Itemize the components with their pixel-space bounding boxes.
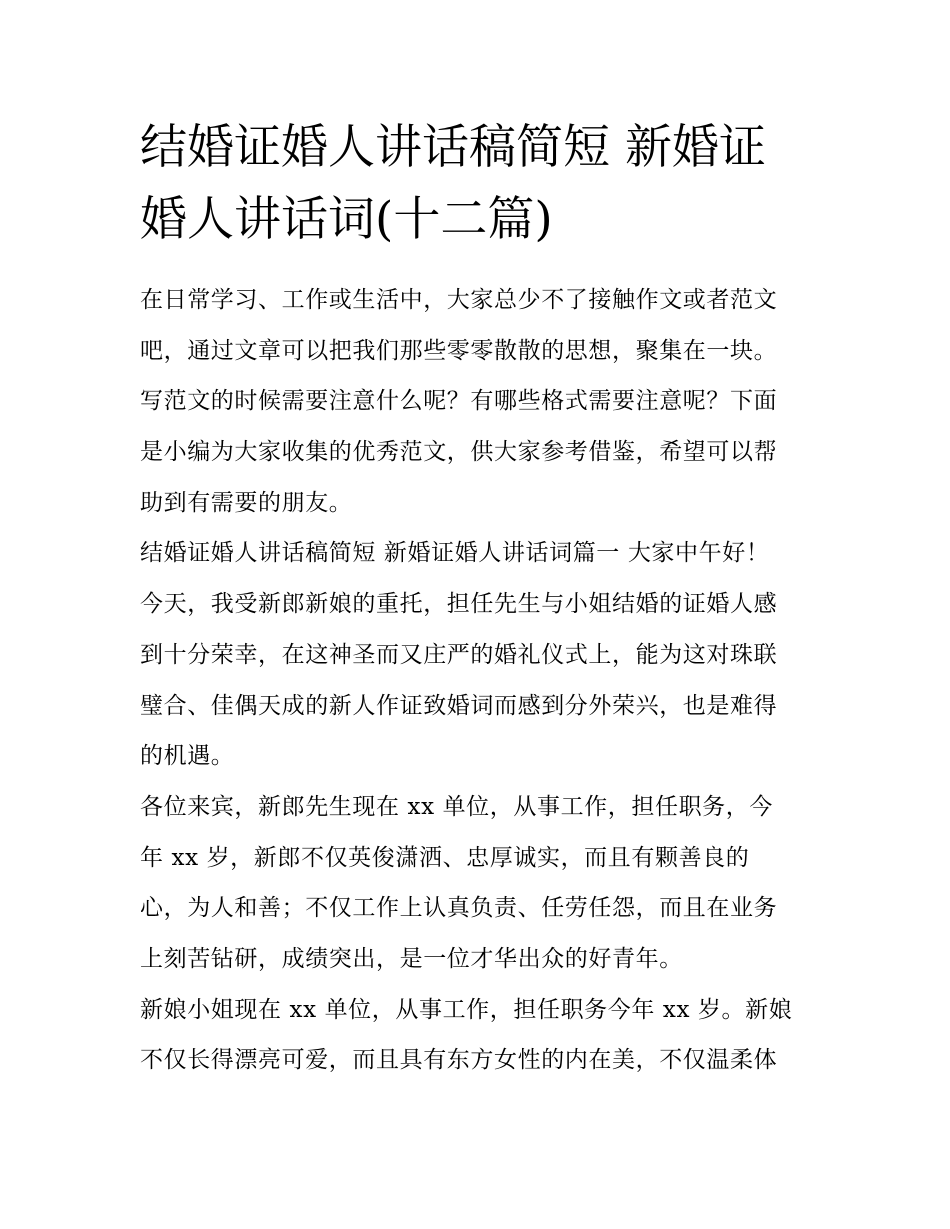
- body-line: 心，为人和善；不仅工作上认真负责、任劳任怨，而且在业务: [140, 895, 778, 922]
- document-body: [140, 283, 830, 1094]
- body-line: 新娘小姐现在 xx 单位，从事工作，担任职务今年 xx 岁。新娘: [140, 996, 793, 1023]
- body-line: 璧合、佳偶天成的新人作证致婚词而感到分外荣兴，也是难得: [140, 692, 778, 719]
- body-line: 到十分荣幸，在这神圣而又庄严的婚礼仪式上，能为这对珠联: [140, 641, 778, 668]
- body-line: 吧，通过文章可以把我们那些零零散散的思想，聚集在一块。: [140, 337, 778, 364]
- title-line: 结婚证婚人讲话稿简短 新婚证: [140, 120, 766, 175]
- body-line: 在日常学习、工作或生活中，大家总少不了接触作文或者范文: [140, 287, 778, 313]
- document-title: [140, 112, 820, 256]
- body-line: 不仅长得漂亮可爱，而且具有东方女性的内在美，不仅温柔体: [140, 1047, 778, 1074]
- body-line: 年 xx 岁，新郎不仅英俊潇洒、忠厚诚实，而且有颗善良的: [140, 844, 750, 871]
- body-line: 是小编为大家收集的优秀范文，供大家参考借鉴，希望可以帮: [140, 439, 778, 466]
- body-line: 各位来宾，新郎先生现在 xx 单位，从事工作，担任职务，今: [140, 793, 773, 820]
- body-line: 上刻苦钻研，成绩突出，是一位才华出众的好青年。: [140, 945, 683, 972]
- body-line: 助到有需要的朋友。: [140, 489, 353, 516]
- title-line: 婚人讲话词(十二篇): [140, 192, 553, 247]
- body-line: 的机遇。: [140, 743, 235, 770]
- body-line: 结婚证婚人讲话稿简短 新婚证婚人讲话词篇一 大家中午好！: [140, 540, 770, 567]
- body-line: 写范文的时候需要注意什么呢？有哪些格式需要注意呢？下面: [140, 388, 778, 415]
- body-line: 今天，我受新郎新娘的重托，担任先生与小姐结婚的证婚人感: [140, 591, 778, 618]
